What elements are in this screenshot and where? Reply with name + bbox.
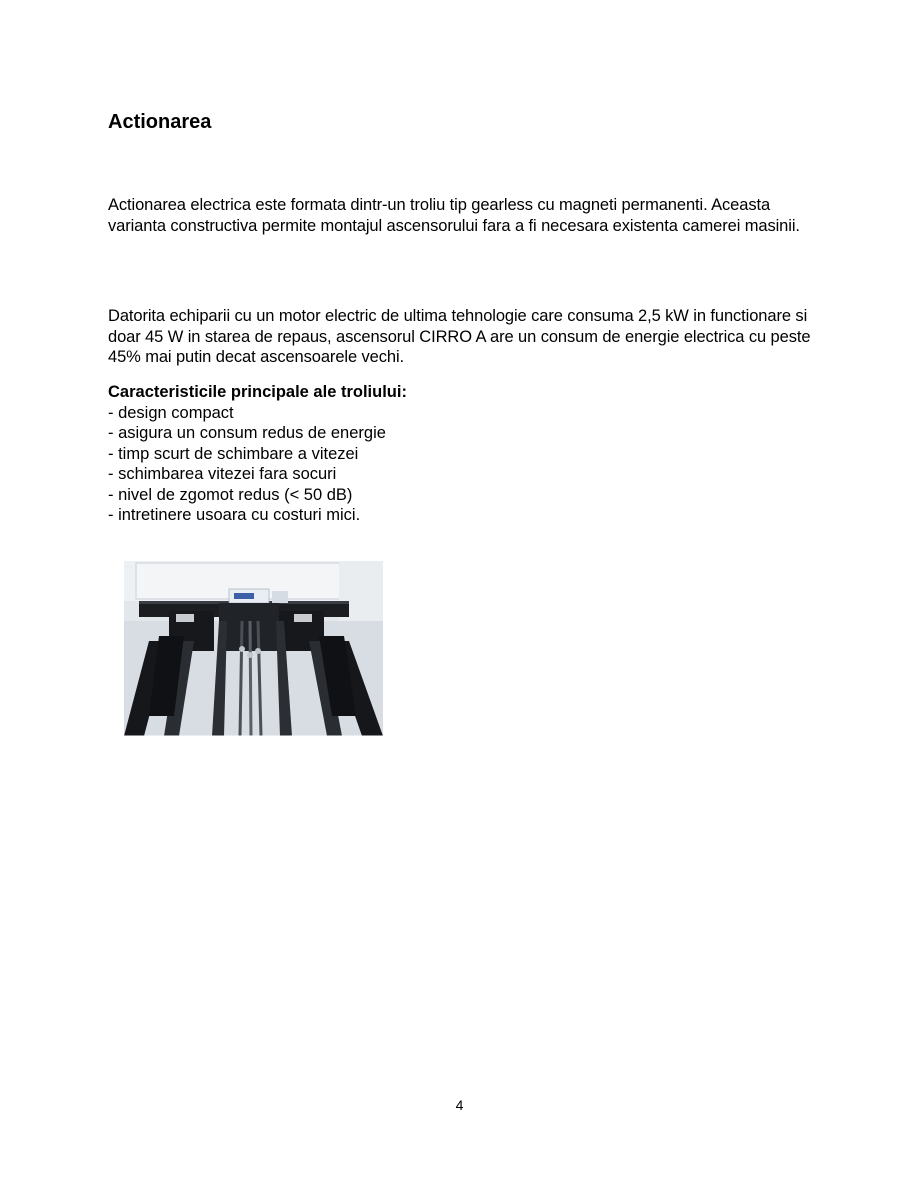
- feature-item: - asigura un consum redus de energie: [108, 424, 386, 442]
- page-number: 4: [455, 1097, 464, 1113]
- paragraph-energy: Datorita echiparii cu un motor electric de ultima tehnologie care consuma 2,5 kW in functionare si doar 45 W in starea de repaus, ascensorul CIRRO A are un consum de energie electrica cu peste 45% mai putin decat ascensoarele vechi.: [108, 307, 811, 366]
- photo-illustration: [124, 561, 383, 736]
- features-title: Caracteristicile principale ale troliului:: [108, 383, 407, 401]
- traction-machine-photo: [124, 561, 383, 736]
- paragraph-intro: Actionarea electrica este formata dintr-un troliu tip gearless cu magneti permanenti. Aceasta varianta constructiva permite montajul ascensorului fara a fi necesara existenta camerei masinii.: [108, 196, 800, 235]
- feature-item: - design compact: [108, 403, 234, 422]
- feature-item: - schimbarea vitezei fara socuri: [108, 465, 337, 483]
- features-list: [108, 382, 407, 526]
- feature-item: - nivel de zgomot redus (< 50 dB): [108, 485, 353, 504]
- feature-item: - intretinere usoara cu costuri mici.: [108, 506, 361, 524]
- section-heading: Actionarea: [108, 111, 212, 133]
- feature-item: - timp scurt de schimbare a vitezei: [108, 444, 359, 463]
